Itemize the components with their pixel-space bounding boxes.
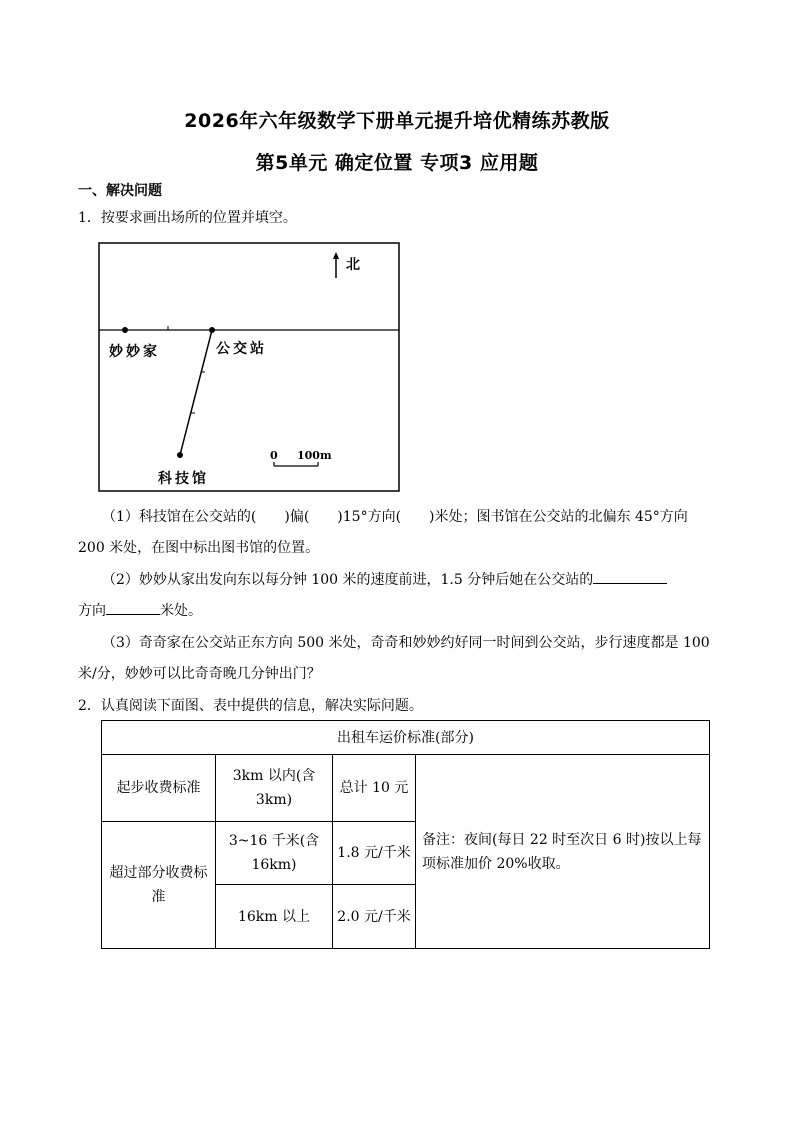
start-price: 总计 10 元 [333,755,416,822]
q1-part-2: （2）妙妙从家出发向东以每分钟 100 米的速度前进，1.5 分钟后她在公交站的 方向 米处。 [78,565,718,627]
range-2: 16km 以上 [216,885,333,949]
museum-point [177,452,183,458]
question-2-prompt: 2．认真阅读下面图、表中提供的信息，解决实际问题。 [78,698,423,714]
price-2: 2.0 元/千米 [333,885,416,949]
home-point [122,327,128,333]
taxi-fare-table [101,720,710,949]
table-caption: 出租车运价标准(部分) [102,721,710,755]
page-subtitle: 第5单元 确定位置 专项3 应用题 [255,152,539,174]
home-label: 妙妙家 [109,344,160,360]
section-title: 一、解决问题 [78,183,162,199]
scale-value-label: 100m [297,449,332,462]
page-title: 2026年六年级数学下册单元提升培优精练苏教版 [184,110,610,132]
museum-label: 科技馆 [158,471,209,487]
night-surcharge-note: 备注：夜间(每日 22 时至次日 6 时)按以上每项标准加价 20%收取。 [416,755,710,949]
scale-zero-label: 0 [270,449,278,462]
map-border [99,243,399,491]
answer-blank[interactable] [593,569,667,584]
route-line [180,330,212,455]
start-fee-label: 起步收费标准 [102,755,216,822]
extra-fee-label: 超过部分收费标准 [102,822,216,949]
q1-part-1: （1）科技馆在公交站的( )偏( )15°方向( )米处；图书馆在公交站的北偏东 45°方向 200 米处，在图中标出图书馆的位置。 [78,509,688,556]
q1-part-3: （3）奇奇家在公交站正东方向 500 米处，奇奇和妙妙约好同一时间到公交站，步行速度都是 100 米/分，妙妙可以比奇奇晚几分钟出门？ [78,635,710,682]
location-map [96,240,402,494]
scale-bar [274,462,318,466]
answer-blank[interactable] [106,600,160,615]
bus-stop-label: 公交站 [216,341,267,357]
start-range: 3km 以内(含 3km) [216,755,333,822]
north-label: 北 [346,257,360,273]
question-1-prompt: 1．按要求画出场所的位置并填空。 [78,210,297,226]
price-1: 1.8 元/千米 [333,822,416,885]
range-1: 3~16 千米(含 16km) [216,822,333,885]
north-arrow-icon [333,252,339,278]
